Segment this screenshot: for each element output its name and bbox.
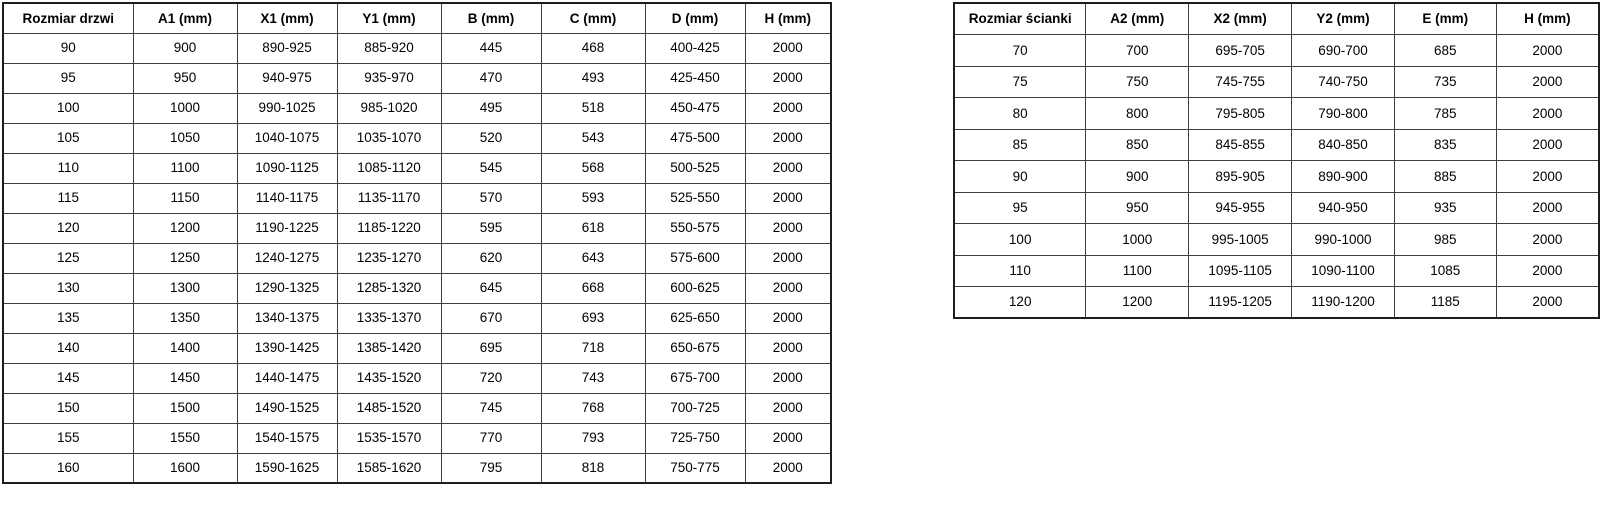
table-cell: 1035-1070 [337,123,441,153]
table-cell: 400-425 [645,33,745,63]
table-cell: 1000 [1086,224,1189,256]
table-cell: 700-725 [645,393,745,423]
table-cell: 140 [3,333,133,363]
table-cell: 120 [954,287,1086,319]
table-cell: 75 [954,66,1086,98]
table-cell: 1540-1575 [237,423,337,453]
table-cell: 2000 [745,33,831,63]
table-cell: 840-850 [1292,129,1395,161]
table-cell: 2000 [745,153,831,183]
table-row [3,153,831,183]
table-cell: 850 [1086,129,1189,161]
table-cell: 550-575 [645,213,745,243]
table-cell: 1190-1200 [1292,287,1395,319]
table-cell: 785 [1394,98,1496,130]
table-cell: 95 [3,63,133,93]
table-cell: 425-450 [645,63,745,93]
table-cell: 150 [3,393,133,423]
wall-table-body [954,35,1599,319]
table-cell: 1135-1170 [337,183,441,213]
table-cell: 475-500 [645,123,745,153]
table-cell: 1485-1520 [337,393,441,423]
header-cell: C (mm) [541,3,645,33]
table-cell: 1085-1120 [337,153,441,183]
table-cell: 568 [541,153,645,183]
table-cell: 793 [541,423,645,453]
table-cell: 1385-1420 [337,333,441,363]
table-cell: 1140-1175 [237,183,337,213]
table-cell: 543 [541,123,645,153]
table-cell: 1200 [1086,287,1189,319]
table-cell: 718 [541,333,645,363]
header-cell: Rozmiar ścianki [954,3,1086,35]
table-cell: 1550 [133,423,237,453]
table-cell: 70 [954,35,1086,67]
table-cell: 743 [541,363,645,393]
table-cell: 1000 [133,93,237,123]
table-cell: 100 [3,93,133,123]
table-cell: 445 [441,33,541,63]
table-cell: 720 [441,363,541,393]
table-cell: 115 [3,183,133,213]
table-cell: 675-700 [645,363,745,393]
table-cell: 155 [3,423,133,453]
table-cell: 1200 [133,213,237,243]
table-cell: 2000 [1496,35,1599,67]
table-cell: 95 [954,192,1086,224]
table-cell: 1435-1520 [337,363,441,393]
table-cell: 1250 [133,243,237,273]
header-cell: D (mm) [645,3,745,33]
header-cell: E (mm) [1394,3,1496,35]
table-cell: 100 [954,224,1086,256]
table-cell: 2000 [745,243,831,273]
table-cell: 625-650 [645,303,745,333]
table-cell: 1450 [133,363,237,393]
wall-panel-sizes-table [953,2,1600,319]
table-cell: 795 [441,453,541,483]
table-cell: 135 [3,303,133,333]
table-cell: 750-775 [645,453,745,483]
table-cell: 790-800 [1292,98,1395,130]
table-cell: 1040-1075 [237,123,337,153]
table-cell: 493 [541,63,645,93]
table-cell: 1050 [133,123,237,153]
table-row [954,224,1599,256]
header-row [3,3,831,33]
door-sizes-table [2,2,832,484]
table-row [3,213,831,243]
table-cell: 1590-1625 [237,453,337,483]
table-cell: 1235-1270 [337,243,441,273]
table-cell: 2000 [745,123,831,153]
header-cell: B (mm) [441,3,541,33]
table-cell: 2000 [745,213,831,243]
table-cell: 2000 [745,183,831,213]
table-cell: 2000 [1496,255,1599,287]
table-cell: 1335-1370 [337,303,441,333]
door-table-body [3,33,831,483]
table-cell: 935 [1394,192,1496,224]
table-cell: 2000 [1496,98,1599,130]
table-cell: 990-1000 [1292,224,1395,256]
table-row [954,287,1599,319]
table-cell: 620 [441,243,541,273]
table-cell: 645 [441,273,541,303]
table-cell: 700 [1086,35,1189,67]
table-cell: 1100 [1086,255,1189,287]
table-cell: 795-805 [1189,98,1292,130]
table-cell: 130 [3,273,133,303]
table-cell: 1585-1620 [337,453,441,483]
table-cell: 690-700 [1292,35,1395,67]
table-row [954,192,1599,224]
table-cell: 495 [441,93,541,123]
table-row [3,33,831,63]
table-row [3,333,831,363]
table-row [954,98,1599,130]
table-cell: 885-920 [337,33,441,63]
table-cell: 1500 [133,393,237,423]
table-cell: 935-970 [337,63,441,93]
table-row [3,123,831,153]
table-cell: 835 [1394,129,1496,161]
table-cell: 745 [441,393,541,423]
table-cell: 2000 [745,63,831,93]
table-cell: 450-475 [645,93,745,123]
table-cell: 1490-1525 [237,393,337,423]
table-row [3,363,831,393]
header-cell: X2 (mm) [1189,3,1292,35]
table-row [3,423,831,453]
table-cell: 1400 [133,333,237,363]
table-cell: 600-625 [645,273,745,303]
table-cell: 745-755 [1189,66,1292,98]
table-cell: 1290-1325 [237,273,337,303]
table-cell: 950 [1086,192,1189,224]
table-cell: 890-900 [1292,161,1395,193]
table-row [3,243,831,273]
table-cell: 670 [441,303,541,333]
table-cell: 570 [441,183,541,213]
table-cell: 160 [3,453,133,483]
table-cell: 940-950 [1292,192,1395,224]
table-cell: 1090-1100 [1292,255,1395,287]
table-cell: 2000 [745,393,831,423]
table-cell: 768 [541,393,645,423]
table-cell: 145 [3,363,133,393]
table-cell: 618 [541,213,645,243]
header-cell: H (mm) [745,3,831,33]
table-cell: 985 [1394,224,1496,256]
table-row [3,63,831,93]
table-cell: 900 [1086,161,1189,193]
table-cell: 2000 [1496,224,1599,256]
table-cell: 895-905 [1189,161,1292,193]
header-row [954,3,1599,35]
table-cell: 1350 [133,303,237,333]
table-cell: 668 [541,273,645,303]
table-row [954,66,1599,98]
table-cell: 1240-1275 [237,243,337,273]
table-cell: 1195-1205 [1189,287,1292,319]
table-cell: 90 [954,161,1086,193]
header-cell: X1 (mm) [237,3,337,33]
table-cell: 125 [3,243,133,273]
table-cell: 575-600 [645,243,745,273]
table-row [954,161,1599,193]
table-cell: 740-750 [1292,66,1395,98]
table-row [954,255,1599,287]
table-cell: 2000 [745,303,831,333]
table-cell: 1085 [1394,255,1496,287]
table-row [3,453,831,483]
header-cell: A1 (mm) [133,3,237,33]
table-cell: 685 [1394,35,1496,67]
table-cell: 80 [954,98,1086,130]
table-cell: 468 [541,33,645,63]
table-cell: 693 [541,303,645,333]
header-cell: Y1 (mm) [337,3,441,33]
table-cell: 2000 [1496,129,1599,161]
table-cell: 885 [1394,161,1496,193]
door-table-header [3,3,831,33]
table-cell: 1340-1375 [237,303,337,333]
table-row [3,93,831,123]
table-cell: 518 [541,93,645,123]
table-cell: 945-955 [1189,192,1292,224]
table-cell: 1185 [1394,287,1496,319]
table-cell: 985-1020 [337,93,441,123]
table-cell: 110 [3,153,133,183]
table-cell: 2000 [1496,66,1599,98]
table-cell: 520 [441,123,541,153]
table-cell: 770 [441,423,541,453]
table-cell: 2000 [745,93,831,123]
wall-table-header [954,3,1599,35]
table-cell: 800 [1086,98,1189,130]
table-cell: 2000 [1496,192,1599,224]
table-cell: 1600 [133,453,237,483]
table-cell: 845-855 [1189,129,1292,161]
table-cell: 735 [1394,66,1496,98]
table-cell: 545 [441,153,541,183]
table-cell: 1185-1220 [337,213,441,243]
header-cell: Rozmiar drzwi [3,3,133,33]
table-cell: 105 [3,123,133,153]
table-cell: 2000 [745,423,831,453]
table-cell: 110 [954,255,1086,287]
table-row [3,393,831,423]
table-row [954,129,1599,161]
header-cell: Y2 (mm) [1292,3,1395,35]
table-cell: 2000 [745,363,831,393]
table-cell: 2000 [1496,287,1599,319]
table-cell: 1535-1570 [337,423,441,453]
table-cell: 2000 [1496,161,1599,193]
table-cell: 1440-1475 [237,363,337,393]
table-cell: 90 [3,33,133,63]
table-cell: 525-550 [645,183,745,213]
table-cell: 500-525 [645,153,745,183]
header-cell: H (mm) [1496,3,1599,35]
table-cell: 1300 [133,273,237,303]
table-cell: 1100 [133,153,237,183]
table-cell: 643 [541,243,645,273]
table-cell: 120 [3,213,133,243]
table-cell: 1285-1320 [337,273,441,303]
table-cell: 990-1025 [237,93,337,123]
table-cell: 1090-1125 [237,153,337,183]
table-row [3,183,831,213]
table-cell: 950 [133,63,237,93]
table-cell: 650-675 [645,333,745,363]
header-cell: A2 (mm) [1086,3,1189,35]
table-cell: 1095-1105 [1189,255,1292,287]
table-cell: 593 [541,183,645,213]
table-cell: 470 [441,63,541,93]
table-cell: 995-1005 [1189,224,1292,256]
table-cell: 595 [441,213,541,243]
table-cell: 900 [133,33,237,63]
table-row [954,35,1599,67]
table-cell: 818 [541,453,645,483]
table-row [3,273,831,303]
table-cell: 2000 [745,273,831,303]
table-cell: 695 [441,333,541,363]
table-cell: 1190-1225 [237,213,337,243]
table-cell: 890-925 [237,33,337,63]
table-cell: 1150 [133,183,237,213]
table-row [3,303,831,333]
table-cell: 725-750 [645,423,745,453]
table-cell: 940-975 [237,63,337,93]
table-cell: 750 [1086,66,1189,98]
table-cell: 695-705 [1189,35,1292,67]
table-cell: 85 [954,129,1086,161]
table-cell: 2000 [745,333,831,363]
table-cell: 2000 [745,453,831,483]
table-cell: 1390-1425 [237,333,337,363]
